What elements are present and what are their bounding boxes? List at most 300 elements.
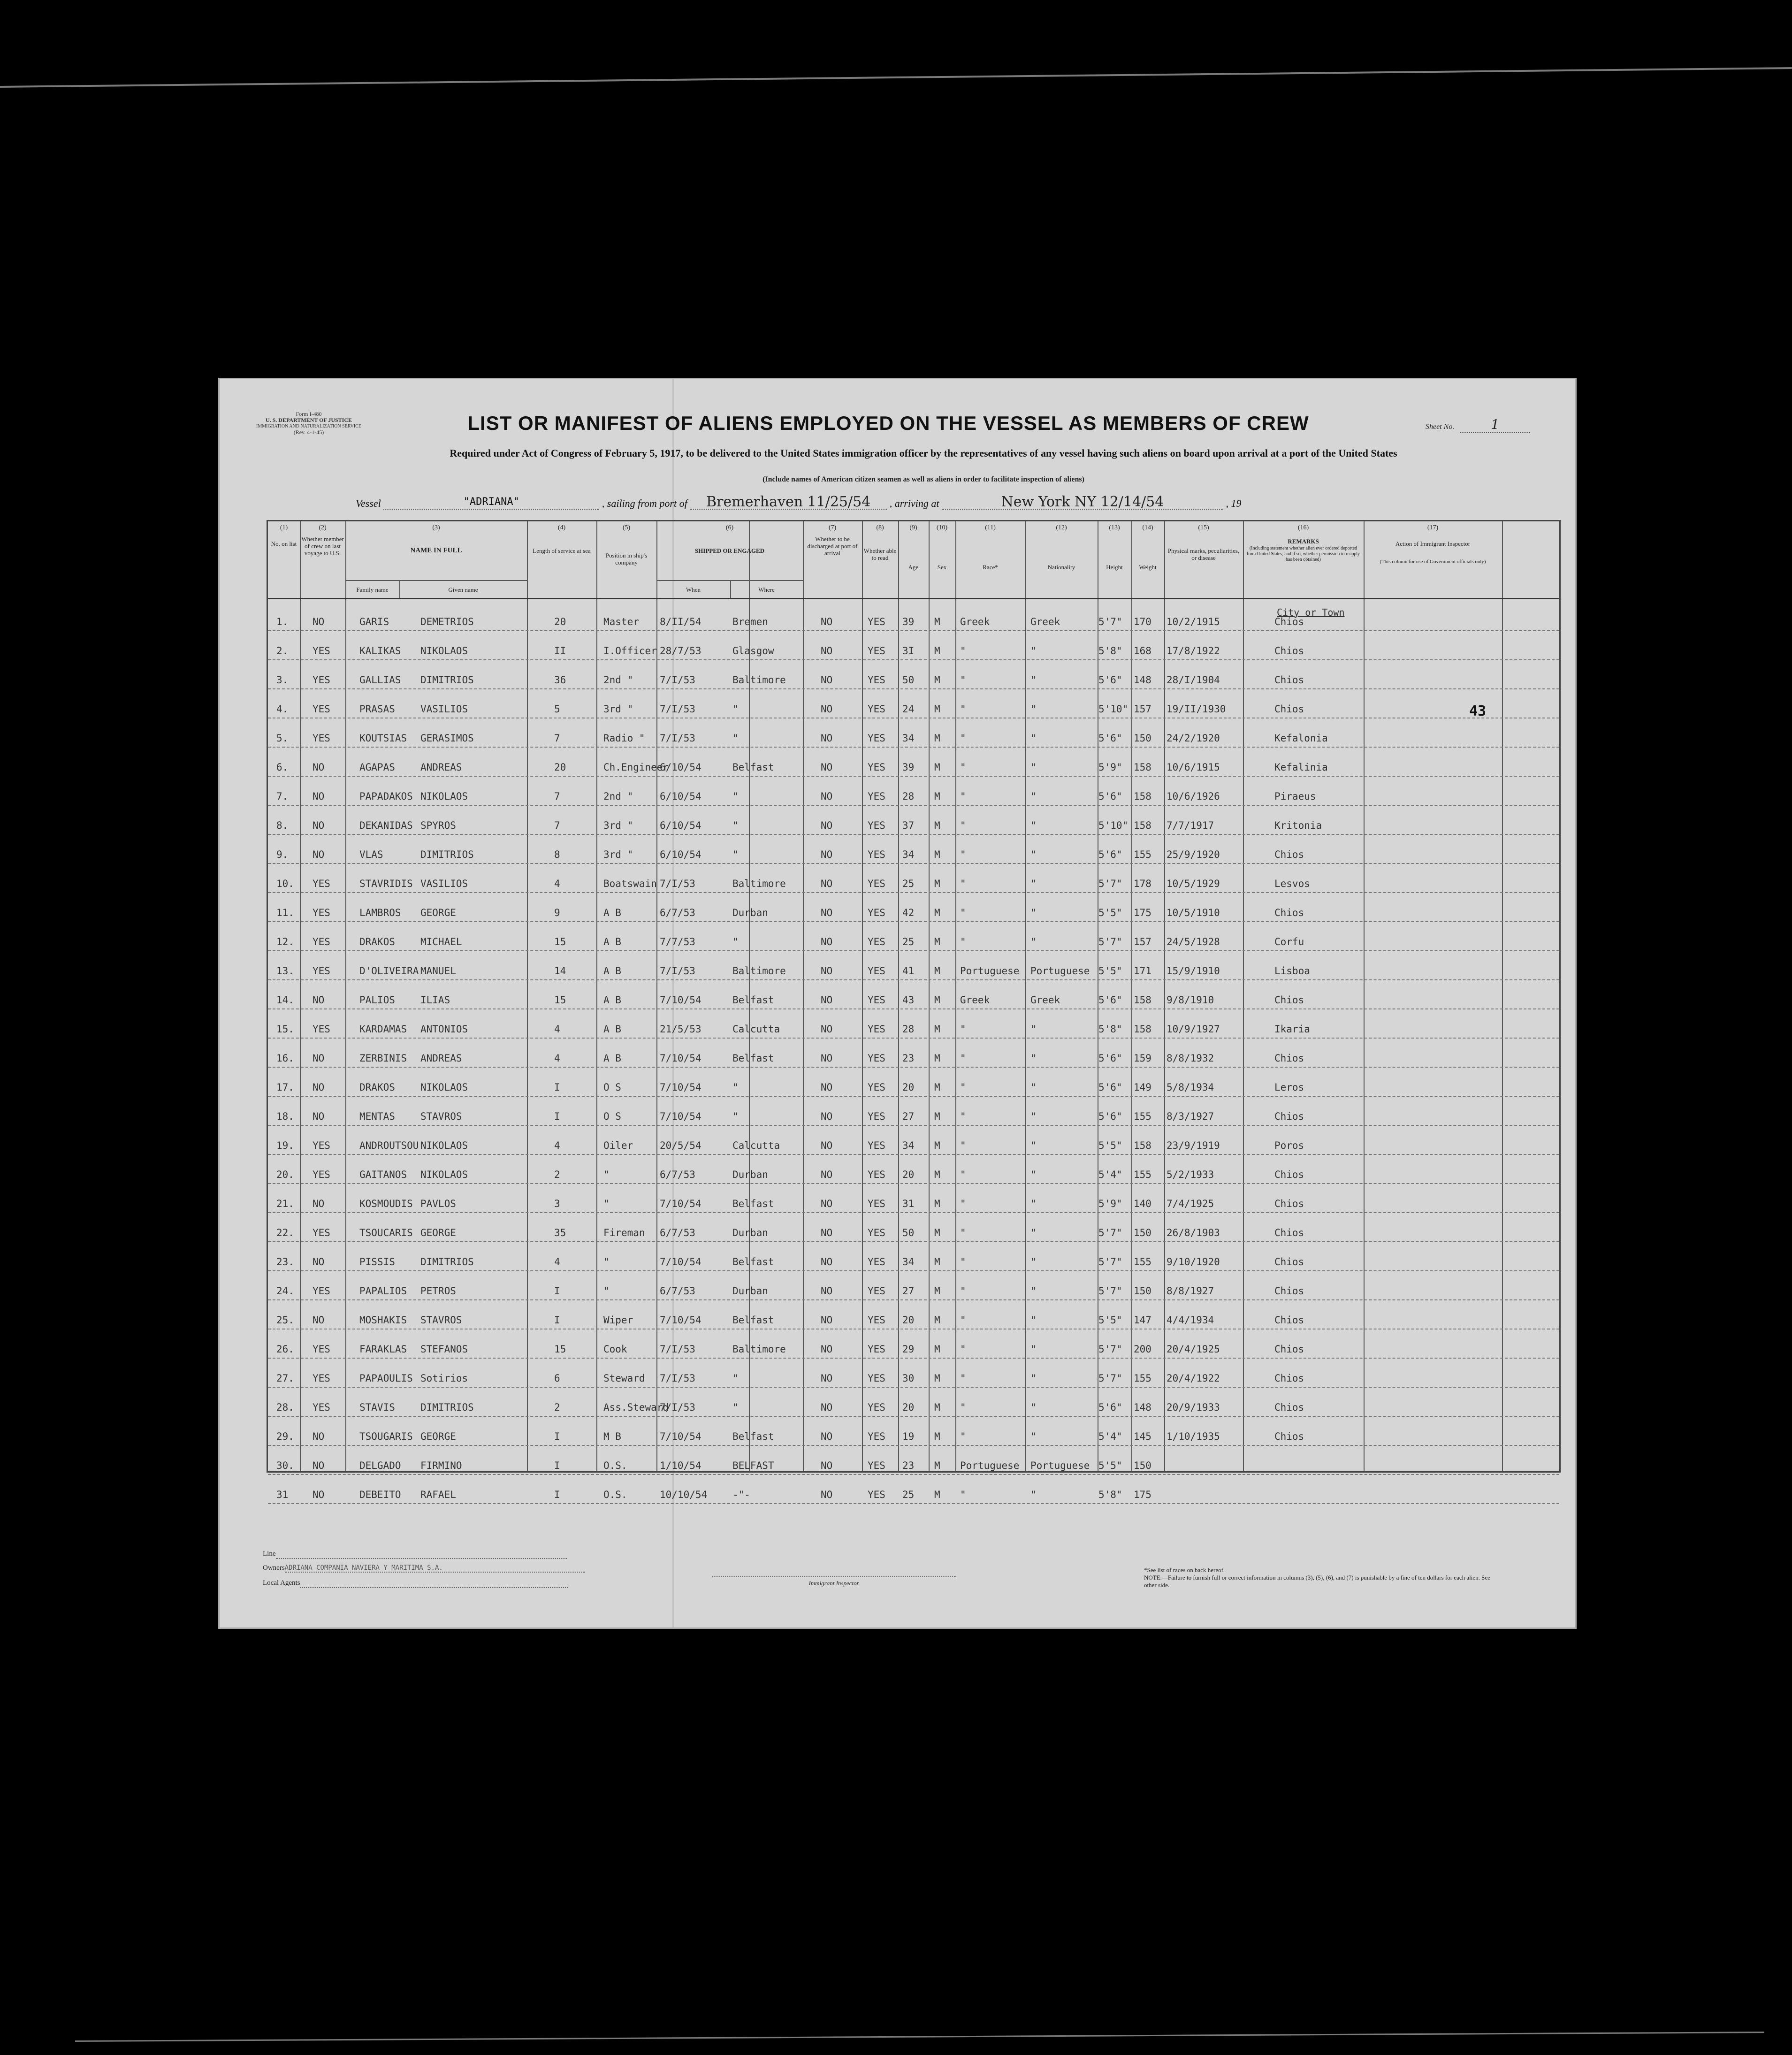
form-number: Form I-480 bbox=[296, 411, 322, 417]
age-cell: 20 bbox=[902, 1082, 915, 1093]
weight-cell: 158 bbox=[1134, 820, 1151, 831]
given-name-cell: STEFANOS bbox=[420, 1344, 468, 1355]
family-name-cell: DEBEITO bbox=[359, 1489, 401, 1500]
service-length-cell: I bbox=[554, 1431, 560, 1442]
shipped-where-cell: " bbox=[732, 820, 739, 831]
inspector-label: Immigrant Inspector. bbox=[808, 1580, 860, 1587]
row-number-cell: 27. bbox=[276, 1373, 294, 1384]
remarks-cell: Chios bbox=[1274, 1431, 1304, 1442]
weight-cell: 147 bbox=[1134, 1314, 1151, 1326]
age-cell: 19 bbox=[902, 1431, 915, 1442]
nationality-cell: " bbox=[1030, 1169, 1037, 1180]
given-name-cell: ILIAS bbox=[420, 994, 450, 1006]
remarks-cell: Piraeus bbox=[1274, 791, 1316, 802]
row-number-cell: 10. bbox=[276, 878, 294, 889]
weight-cell: 150 bbox=[1134, 1227, 1151, 1238]
position-cell: 3rd " bbox=[603, 849, 633, 860]
table-row bbox=[268, 718, 1559, 748]
nationality-cell: " bbox=[1030, 1024, 1037, 1035]
col10-header: Sex bbox=[937, 564, 947, 571]
age-cell: 39 bbox=[902, 616, 915, 627]
service-length-cell: 15 bbox=[554, 994, 566, 1006]
age-cell: 24 bbox=[902, 703, 915, 715]
crew-last-voyage-cell: YES bbox=[313, 878, 330, 889]
nationality-cell: " bbox=[1030, 1111, 1037, 1122]
crew-last-voyage-cell: YES bbox=[313, 1285, 330, 1297]
weight-cell: 171 bbox=[1134, 965, 1151, 977]
family-name-cell: FARAKLAS bbox=[359, 1344, 407, 1355]
nationality-cell: Greek bbox=[1030, 994, 1060, 1006]
table-row bbox=[268, 1358, 1559, 1388]
shipped-where-cell: " bbox=[732, 791, 739, 802]
shipped-where-cell: -"- bbox=[732, 1489, 750, 1500]
table-row bbox=[268, 1067, 1559, 1097]
penalty-note: NOTE.—Failure to furnish full or correct information in columns (3), (5), (6), and (7) is punishable by a fine of ten dollars for each alien. See other side. bbox=[1144, 1574, 1490, 1589]
position-cell: O.S. bbox=[603, 1460, 627, 1471]
remarks-cell: Poros bbox=[1274, 1140, 1304, 1151]
shipped-when-cell: 20/5/54 bbox=[660, 1140, 702, 1151]
scan-edge-line-bottom bbox=[75, 2032, 1764, 2042]
given-name-cell: DIMITRIOS bbox=[420, 1256, 474, 1268]
position-cell: M B bbox=[603, 1431, 621, 1442]
service-length-cell: 14 bbox=[554, 965, 566, 977]
weight-cell: 145 bbox=[1134, 1431, 1151, 1442]
table-row bbox=[268, 1183, 1559, 1213]
where-header: Where bbox=[758, 586, 775, 593]
nationality-cell: " bbox=[1030, 733, 1037, 744]
agents-field bbox=[263, 1579, 568, 1588]
position-cell: Cook bbox=[603, 1344, 627, 1355]
sex-cell: M bbox=[934, 907, 940, 918]
able-to-read-cell: YES bbox=[868, 1198, 885, 1209]
col6-header: SHIPPED OR ENGAGED bbox=[694, 547, 765, 554]
height-cell: 5'7" bbox=[1098, 1256, 1122, 1268]
nationality-cell: " bbox=[1030, 1198, 1037, 1209]
table-row bbox=[268, 1416, 1559, 1446]
remarks-cell: Chios bbox=[1274, 849, 1304, 860]
vessel-label: Vessel bbox=[356, 497, 381, 509]
position-cell: A B bbox=[603, 907, 621, 918]
crew-last-voyage-cell: YES bbox=[313, 1402, 330, 1413]
race-cell: " bbox=[960, 878, 966, 889]
discharged-cell: NO bbox=[821, 1431, 833, 1442]
col11-number: (11) bbox=[985, 524, 996, 531]
row-number-cell: 29. bbox=[276, 1431, 294, 1442]
age-cell: 20 bbox=[902, 1314, 915, 1326]
service-length-cell: 7 bbox=[554, 791, 560, 802]
crew-last-voyage-cell: YES bbox=[313, 1344, 330, 1355]
discharged-cell: NO bbox=[821, 1285, 833, 1297]
service-length-cell: I bbox=[554, 1460, 560, 1471]
service-length-cell: 4 bbox=[554, 878, 560, 889]
service-length-cell: II bbox=[554, 645, 566, 657]
crew-last-voyage-cell: NO bbox=[313, 1256, 325, 1268]
col8-header: Whether able to read bbox=[863, 547, 897, 561]
race-cell: " bbox=[960, 1024, 966, 1035]
given-name-cell: DIMITRIOS bbox=[420, 674, 474, 686]
remarks-cell: Ikaria bbox=[1274, 1024, 1310, 1035]
shipped-when-cell: 6/7/53 bbox=[660, 1169, 695, 1180]
age-cell: 50 bbox=[902, 674, 915, 686]
sex-cell: M bbox=[934, 1285, 940, 1297]
table-row bbox=[268, 1038, 1559, 1068]
crew-last-voyage-cell: YES bbox=[313, 1373, 330, 1384]
family-name-cell: TSOUCARIS bbox=[359, 1227, 413, 1238]
remarks-cell: Chios bbox=[1274, 907, 1304, 918]
shipped-where-cell: Calcutta bbox=[732, 1024, 780, 1035]
col6-number: (6) bbox=[725, 524, 734, 531]
row-number-cell: 11. bbox=[276, 907, 294, 918]
col14-number: (14) bbox=[1142, 524, 1153, 531]
able-to-read-cell: YES bbox=[868, 878, 885, 889]
nationality-cell: " bbox=[1030, 1140, 1037, 1151]
shipped-where-cell: Baltimore bbox=[732, 1344, 786, 1355]
position-cell: 2nd " bbox=[603, 674, 633, 686]
table-row bbox=[268, 1008, 1559, 1039]
page-title: LIST OR MANIFEST OF ALIENS EMPLOYED ON THE VESSEL AS MEMBERS OF CREW bbox=[467, 412, 1309, 434]
sailing-port: Bremerhaven 11/25/54 bbox=[690, 496, 887, 510]
remarks-cell: Chios bbox=[1274, 703, 1304, 715]
family-name-cell: STAVIS bbox=[359, 1402, 395, 1413]
weight-cell: 159 bbox=[1134, 1053, 1151, 1064]
given-name-cell: DEMETRIOS bbox=[420, 616, 474, 627]
discharged-cell: NO bbox=[821, 762, 833, 773]
height-cell: 5'6" bbox=[1098, 791, 1122, 802]
nationality-cell: " bbox=[1030, 1227, 1037, 1238]
given-name-cell: MANUEL bbox=[420, 965, 456, 977]
physical-marks-cell: 10/9/1927 bbox=[1167, 1024, 1220, 1035]
owners-value: ADRIANA COMPANIA NAVIERA Y MARITIMA S.A. bbox=[285, 1564, 585, 1573]
height-cell: 5'6" bbox=[1098, 994, 1122, 1006]
age-cell: 41 bbox=[902, 965, 915, 977]
col16-header-note: (Including statement whether alien ever ordered deported from United States, and if so, whether permission to reapply has been obtained) bbox=[1246, 546, 1360, 562]
weight-cell: 175 bbox=[1134, 907, 1151, 918]
weight-cell: 178 bbox=[1134, 878, 1151, 889]
col17-header: Action of Immigrant Inspector bbox=[1395, 540, 1471, 547]
race-cell: " bbox=[960, 1227, 966, 1238]
race-cell: " bbox=[960, 703, 966, 715]
shipped-where-cell: " bbox=[732, 733, 739, 744]
position-cell: 2nd " bbox=[603, 791, 633, 802]
col1-header: No. on list bbox=[271, 540, 297, 547]
physical-marks-cell: 1/10/1935 bbox=[1167, 1431, 1220, 1442]
discharged-cell: NO bbox=[821, 616, 833, 627]
age-cell: 30 bbox=[902, 1373, 915, 1384]
header-rule bbox=[268, 598, 1559, 599]
age-cell: 34 bbox=[902, 849, 915, 860]
weight-cell: 175 bbox=[1134, 1489, 1151, 1500]
nationality-cell: Portuguese bbox=[1030, 1460, 1090, 1471]
family-name-cell: VLAS bbox=[359, 849, 383, 860]
margin-note: 43 bbox=[1469, 703, 1487, 719]
weight-cell: 158 bbox=[1134, 1024, 1151, 1035]
race-cell: " bbox=[960, 733, 966, 744]
service-length-cell: 20 bbox=[554, 616, 566, 627]
crew-last-voyage-cell: NO bbox=[313, 791, 325, 802]
discharged-cell: NO bbox=[821, 1344, 833, 1355]
height-cell: 5'5" bbox=[1098, 1140, 1122, 1151]
crew-last-voyage-cell: YES bbox=[313, 733, 330, 744]
position-cell: " bbox=[603, 1285, 610, 1297]
able-to-read-cell: YES bbox=[868, 1140, 885, 1151]
discharged-cell: NO bbox=[821, 936, 833, 947]
col17-header-note: (This column for use of Government officials only) bbox=[1380, 559, 1486, 565]
row-number-cell: 6. bbox=[276, 762, 289, 773]
row-number-cell: 30. bbox=[276, 1460, 294, 1471]
department: U. S. DEPARTMENT OF JUSTICE bbox=[265, 417, 352, 423]
family-name-cell: GARIS bbox=[359, 616, 389, 627]
crew-last-voyage-cell: YES bbox=[313, 965, 330, 977]
family-name-cell: DRAKOS bbox=[359, 1082, 395, 1093]
col9-header: Age bbox=[908, 564, 919, 571]
table-row bbox=[268, 630, 1559, 660]
col2-number: (2) bbox=[319, 524, 327, 531]
shipped-when-cell: 6/10/54 bbox=[660, 762, 702, 773]
race-cell: " bbox=[960, 1169, 966, 1180]
service-length-cell: 4 bbox=[554, 1140, 560, 1151]
shipped-when-cell: 21/5/53 bbox=[660, 1024, 702, 1035]
row-number-cell: 21. bbox=[276, 1198, 294, 1209]
family-name-cell: KARDAMAS bbox=[359, 1024, 407, 1035]
col12-header: Nationality bbox=[1047, 564, 1075, 571]
remarks-cell: Chios bbox=[1274, 1169, 1304, 1180]
crew-table bbox=[267, 520, 1561, 1500]
crew-last-voyage-cell: YES bbox=[313, 703, 330, 715]
position-cell: " bbox=[603, 1169, 610, 1180]
shipped-when-cell: 7/I/53 bbox=[660, 1373, 695, 1384]
height-cell: 5'7" bbox=[1098, 1285, 1122, 1297]
able-to-read-cell: YES bbox=[868, 1489, 885, 1500]
discharged-cell: NO bbox=[821, 849, 833, 860]
col5-number: (5) bbox=[622, 524, 631, 531]
race-cell: " bbox=[960, 1256, 966, 1268]
physical-marks-cell: 7/7/1917 bbox=[1167, 820, 1214, 831]
physical-marks-cell: 25/9/1920 bbox=[1167, 849, 1220, 860]
crew-last-voyage-cell: NO bbox=[313, 820, 325, 831]
table-row bbox=[268, 776, 1559, 806]
weight-cell: 158 bbox=[1134, 994, 1151, 1006]
sex-cell: M bbox=[934, 791, 940, 802]
nationality-cell: " bbox=[1030, 645, 1037, 657]
sex-cell: M bbox=[934, 674, 940, 686]
remarks-cell: Chios bbox=[1274, 1314, 1304, 1326]
able-to-read-cell: YES bbox=[868, 1024, 885, 1035]
table-row bbox=[268, 1445, 1559, 1475]
position-cell: Steward bbox=[603, 1373, 645, 1384]
nationality-cell: " bbox=[1030, 1082, 1037, 1093]
service-length-cell: 7 bbox=[554, 733, 560, 744]
given-name-cell: ANDREAS bbox=[420, 1053, 462, 1064]
table-row bbox=[268, 1270, 1559, 1300]
crew-last-voyage-cell: NO bbox=[313, 1111, 325, 1122]
weight-cell: 170 bbox=[1134, 616, 1151, 627]
family-name-cell: PAPALIOS bbox=[359, 1285, 407, 1297]
shipped-when-cell: 7/I/53 bbox=[660, 878, 695, 889]
shipped-where-cell: Glasgow bbox=[732, 645, 774, 657]
col15-header: Physical marks, peculiarities, or disease bbox=[1167, 547, 1240, 561]
shipped-when-cell: 7/10/54 bbox=[660, 994, 702, 1006]
physical-marks-cell: 8/8/1927 bbox=[1167, 1285, 1214, 1297]
discharged-cell: NO bbox=[821, 1140, 833, 1151]
physical-marks-cell: 8/3/1927 bbox=[1167, 1111, 1214, 1122]
col14-header: Weight bbox=[1139, 564, 1157, 571]
shipped-when-cell: 6/10/54 bbox=[660, 820, 702, 831]
shipped-where-cell: Belfast bbox=[732, 1314, 774, 1326]
nationality-cell: " bbox=[1030, 762, 1037, 773]
shipped-when-cell: 7/10/54 bbox=[660, 1053, 702, 1064]
given-name-cell: STAVROS bbox=[420, 1314, 462, 1326]
given-name-cell: ANTONIOS bbox=[420, 1024, 468, 1035]
sex-cell: M bbox=[934, 1082, 940, 1093]
sex-cell: M bbox=[934, 849, 940, 860]
able-to-read-cell: YES bbox=[868, 907, 885, 918]
physical-marks-cell: 10/6/1915 bbox=[1167, 762, 1220, 773]
remarks-cell: Chios bbox=[1274, 1256, 1304, 1268]
height-cell: 5'10" bbox=[1098, 820, 1129, 831]
shipped-when-cell: 1/10/54 bbox=[660, 1460, 702, 1471]
weight-cell: 155 bbox=[1134, 1111, 1151, 1122]
nationality-cell: " bbox=[1030, 1431, 1037, 1442]
family-name-cell: GALLIAS bbox=[359, 674, 401, 686]
shipped-when-cell: 6/10/54 bbox=[660, 791, 702, 802]
shipped-when-cell: 8/II/54 bbox=[660, 616, 702, 627]
owners-field bbox=[263, 1564, 585, 1573]
position-cell: I.Officer bbox=[603, 645, 657, 657]
physical-marks-cell: 10/5/1929 bbox=[1167, 878, 1220, 889]
position-cell: Fireman bbox=[603, 1227, 645, 1238]
row-number-cell: 16. bbox=[276, 1053, 294, 1064]
table-row bbox=[268, 1212, 1559, 1242]
sex-cell: M bbox=[934, 645, 940, 657]
crew-last-voyage-cell: NO bbox=[313, 1460, 325, 1471]
position-cell: " bbox=[603, 1198, 610, 1209]
row-number-cell: 15. bbox=[276, 1024, 294, 1035]
discharged-cell: NO bbox=[821, 733, 833, 744]
service-length-cell: 2 bbox=[554, 1402, 560, 1413]
race-cell: " bbox=[960, 936, 966, 947]
nationality-cell: " bbox=[1030, 1285, 1037, 1297]
table-row bbox=[268, 892, 1559, 922]
remarks-cell: Lisboa bbox=[1274, 965, 1310, 977]
age-cell: 25 bbox=[902, 878, 915, 889]
height-cell: 5'4" bbox=[1098, 1431, 1122, 1442]
family-name-cell: PALIOS bbox=[359, 994, 395, 1006]
shipped-where-cell: Calcutta bbox=[732, 1140, 780, 1151]
physical-marks-cell: 19/II/1930 bbox=[1167, 703, 1226, 715]
weight-cell: 140 bbox=[1134, 1198, 1151, 1209]
age-cell: 3I bbox=[902, 645, 915, 657]
family-name-cell: AGAPAS bbox=[359, 762, 395, 773]
physical-marks-cell: 20/9/1933 bbox=[1167, 1402, 1220, 1413]
col6-subheader-rule bbox=[656, 580, 803, 581]
remarks-cell: Chios bbox=[1274, 1111, 1304, 1122]
height-cell: 5'6" bbox=[1098, 1111, 1122, 1122]
sex-cell: M bbox=[934, 616, 940, 627]
able-to-read-cell: YES bbox=[868, 849, 885, 860]
year-label: , 19 bbox=[1226, 497, 1242, 509]
revision: (Rev. 4-1-45) bbox=[293, 429, 324, 435]
race-cell: " bbox=[960, 849, 966, 860]
service-length-cell: I bbox=[554, 1489, 560, 1500]
shipped-where-cell: Belfast bbox=[732, 994, 774, 1006]
able-to-read-cell: YES bbox=[868, 645, 885, 657]
shipped-when-cell: 7/I/53 bbox=[660, 733, 695, 744]
family-name-cell: STAVRIDIS bbox=[359, 878, 413, 889]
race-cell: " bbox=[960, 1314, 966, 1326]
row-number-cell: 28. bbox=[276, 1402, 294, 1413]
race-cell: " bbox=[960, 1402, 966, 1413]
service-length-cell: 15 bbox=[554, 936, 566, 947]
crew-last-voyage-cell: NO bbox=[313, 849, 325, 860]
able-to-read-cell: YES bbox=[868, 1227, 885, 1238]
subtitle-note: (Include names of American citizen seamen as well as aliens in order to facilitate inspection of aliens) bbox=[763, 475, 1084, 483]
scan-edge-line-top bbox=[0, 67, 1792, 88]
height-cell: 5'7" bbox=[1098, 1373, 1122, 1384]
weight-cell: 158 bbox=[1134, 791, 1151, 802]
col11-header: Race* bbox=[983, 564, 998, 571]
remarks-cell: Kefalonia bbox=[1274, 733, 1328, 744]
shipped-where-cell: Belfast bbox=[732, 1256, 774, 1268]
nationality-cell: " bbox=[1030, 907, 1037, 918]
position-cell: A B bbox=[603, 965, 621, 977]
physical-marks-cell: 24/2/1920 bbox=[1167, 733, 1220, 744]
weight-cell: 150 bbox=[1134, 733, 1151, 744]
service-length-cell: I bbox=[554, 1285, 560, 1297]
row-number-cell: 3. bbox=[276, 674, 289, 686]
height-cell: 5'4" bbox=[1098, 1169, 1122, 1180]
remarks-cell: Lesvos bbox=[1274, 878, 1310, 889]
family-name-cell: ANDROUTSOU bbox=[359, 1140, 419, 1151]
weight-cell: 168 bbox=[1134, 645, 1151, 657]
position-cell: Ass.Steward bbox=[603, 1402, 669, 1413]
race-cell: Greek bbox=[960, 994, 990, 1006]
table-row bbox=[268, 688, 1559, 718]
height-cell: 5'7" bbox=[1098, 936, 1122, 947]
given-name-cell: STAVROS bbox=[420, 1111, 462, 1122]
race-cell: " bbox=[960, 1285, 966, 1297]
discharged-cell: NO bbox=[821, 1111, 833, 1122]
shipped-where-cell: " bbox=[732, 936, 739, 947]
position-cell: Radio " bbox=[603, 733, 645, 744]
family-name-cell: MENTAS bbox=[359, 1111, 395, 1122]
able-to-read-cell: YES bbox=[868, 1169, 885, 1180]
discharged-cell: NO bbox=[821, 1373, 833, 1384]
service-length-cell: 20 bbox=[554, 762, 566, 773]
col15-number: (15) bbox=[1198, 524, 1209, 531]
able-to-read-cell: YES bbox=[868, 1314, 885, 1326]
col7-header: Whether to be discharged at port of arrival bbox=[807, 535, 858, 557]
physical-marks-cell: 9/10/1920 bbox=[1167, 1256, 1220, 1268]
given-name-cell: PETROS bbox=[420, 1285, 456, 1297]
able-to-read-cell: YES bbox=[868, 1431, 885, 1442]
service-length-cell: 36 bbox=[554, 674, 566, 686]
row-number-cell: 8. bbox=[276, 820, 289, 831]
inspector-field bbox=[712, 1569, 956, 1587]
race-cell: " bbox=[960, 674, 966, 686]
given-name-cell: VASILIOS bbox=[420, 703, 468, 715]
sex-cell: M bbox=[934, 703, 940, 715]
remarks-cell: Corfu bbox=[1274, 936, 1304, 947]
manifest-sheet bbox=[218, 378, 1577, 1629]
able-to-read-cell: YES bbox=[868, 820, 885, 831]
given-name-cell: NIKOLAOS bbox=[420, 1082, 468, 1093]
service-length-cell: 8 bbox=[554, 849, 560, 860]
height-cell: 5'6" bbox=[1098, 733, 1122, 744]
able-to-read-cell: YES bbox=[868, 936, 885, 947]
sex-cell: M bbox=[934, 1111, 940, 1122]
family-name-cell: ZERBINIS bbox=[359, 1053, 407, 1064]
position-cell: Boatswain bbox=[603, 878, 657, 889]
